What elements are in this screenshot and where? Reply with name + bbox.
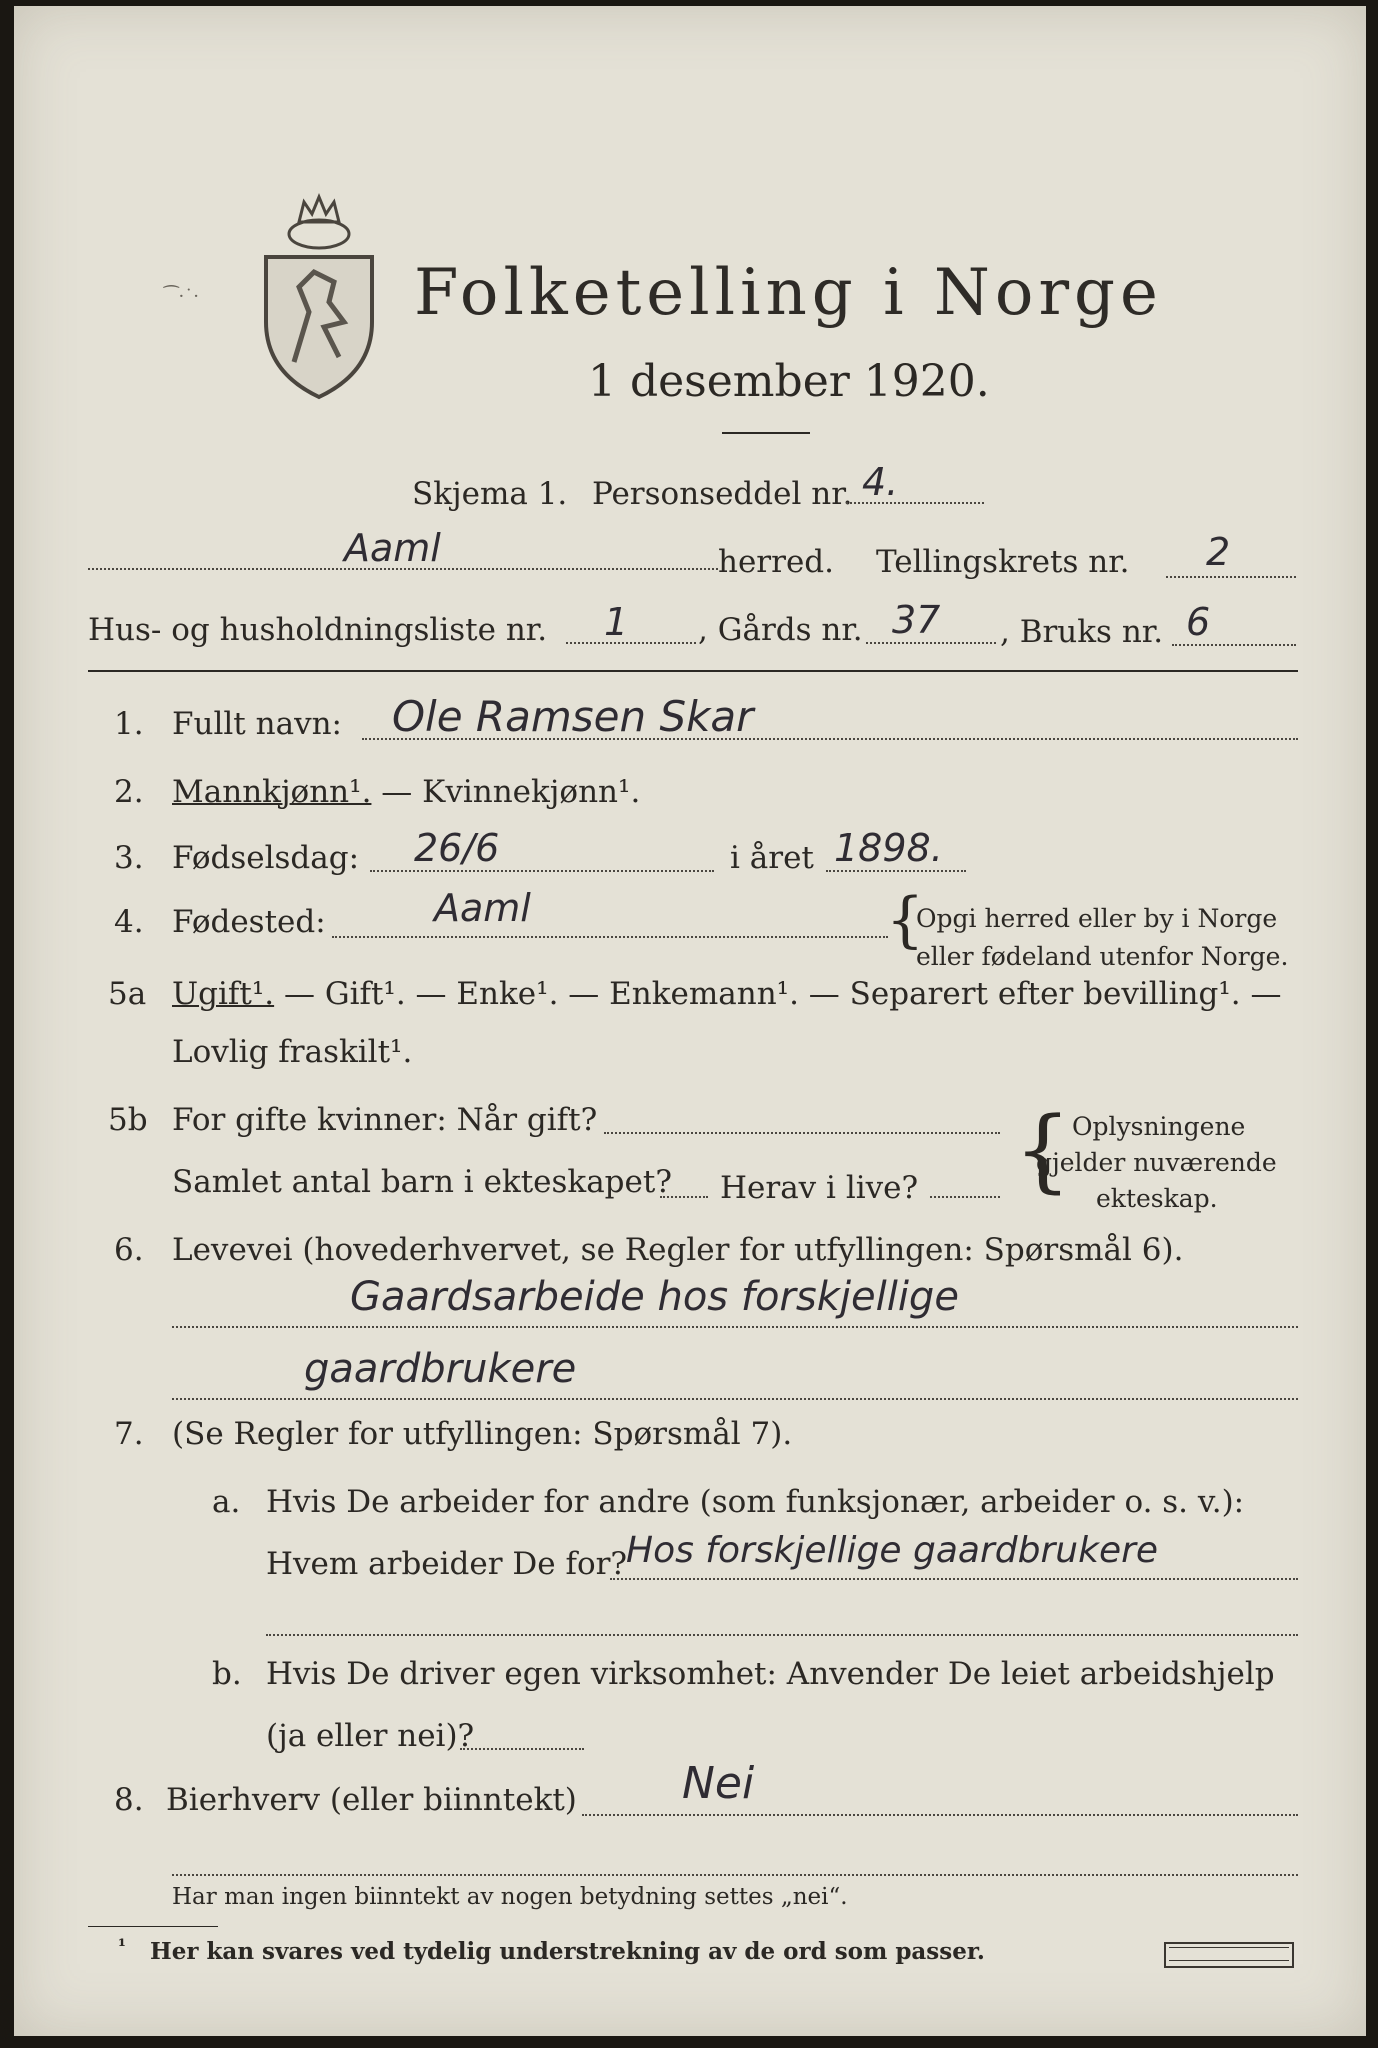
q3-year-label: i året xyxy=(730,840,814,876)
gards-label: , Gårds nr. xyxy=(698,612,863,648)
q4-note-line2: eller fødeland utenfor Norge. xyxy=(916,942,1289,971)
bruks-label: , Bruks nr. xyxy=(1000,614,1164,650)
q3-birth-year[interactable]: 1898. xyxy=(834,826,943,870)
census-form xyxy=(14,6,1366,2036)
q5b-note-line3: ekteskap. xyxy=(1096,1184,1218,1213)
q4-note-line1: Opgi herred eller by i Norge xyxy=(916,904,1278,933)
q7-label: (Se Regler for utfyllingen: Spørsmål 7). xyxy=(172,1416,793,1452)
footnote-divider xyxy=(88,1926,218,1927)
footnote: Her kan svares ved tydelig understrekning av de ord som passer. xyxy=(150,1938,985,1965)
q8-side-income[interactable]: Nei xyxy=(682,1758,755,1809)
herred-label: herred. xyxy=(718,544,834,580)
gards-value[interactable]: 37 xyxy=(892,598,941,642)
q2-number: 2. xyxy=(114,774,144,810)
q4-brace: { xyxy=(886,885,925,955)
q5a-line2: Lovlig fraskilt¹. xyxy=(172,1034,413,1070)
tellingskrets-label: Tellingskrets nr. xyxy=(876,544,1130,580)
q5b-number: 5b xyxy=(108,1102,148,1138)
q7b-line2: (ja eller nei)? xyxy=(266,1718,475,1754)
q3-birthday[interactable]: 26/6 xyxy=(414,826,500,870)
page-title: Folketelling i Norge xyxy=(414,256,1163,330)
printer-mark xyxy=(1164,1942,1294,1968)
q5b-line1: For gifte kvinner: Når gift? xyxy=(172,1102,598,1138)
q5b-brace: { xyxy=(1014,1098,1072,1203)
tellingskrets-value[interactable]: 2 xyxy=(1206,530,1231,574)
q7a-letter: a. xyxy=(212,1484,241,1520)
q2-sex: Mannkjønn¹. — Kvinnekjønn¹. xyxy=(172,774,641,810)
q6-occupation-line2[interactable]: gaardbrukere xyxy=(304,1346,577,1392)
q7a-employer[interactable]: Hos forskjellige gaardbrukere xyxy=(626,1530,1159,1571)
q6-occupation-line1[interactable]: Gaardsarbeide hos forskjellige xyxy=(350,1274,959,1320)
census-date: 1 desember 1920. xyxy=(588,356,990,407)
hus-value[interactable]: 1 xyxy=(604,600,629,644)
q1-full-name[interactable]: Ole Ramsen Skar xyxy=(392,692,754,741)
bruks-value[interactable]: 6 xyxy=(1186,600,1211,644)
q1-number: 1. xyxy=(114,706,144,742)
title-divider xyxy=(722,432,810,434)
q8-number: 8. xyxy=(114,1782,144,1818)
footer-note: Har man ingen biinntekt av nogen betydning settes „nei“. xyxy=(172,1884,848,1910)
q4-birthplace[interactable]: Aaml xyxy=(434,886,531,930)
q5b-note-line1: Oplysningene xyxy=(1072,1112,1246,1141)
skjema-label: Skjema 1. xyxy=(412,476,568,512)
q5b-line2a: Samlet antal barn i ekteskapet? xyxy=(172,1164,672,1200)
q5a-ugift[interactable]: Ugift¹. xyxy=(172,976,275,1012)
q7a-line2: Hvem arbeider De for? xyxy=(266,1546,628,1582)
q4-label: Fødested: xyxy=(172,904,326,940)
q5b-line2b: Herav i live? xyxy=(720,1170,919,1206)
q6-number: 6. xyxy=(114,1232,144,1268)
q3-number: 3. xyxy=(114,840,144,876)
q7b-letter: b. xyxy=(212,1656,242,1692)
footnote-mark: ¹ xyxy=(118,1936,126,1957)
q5a-marital-status: Ugift¹. — Gift¹. — Enke¹. — Enkemann¹. — Separert efter bevilling¹. — xyxy=(172,976,1282,1012)
q4-number: 4. xyxy=(114,904,144,940)
q2-female[interactable]: Kvinnekjønn¹. xyxy=(422,774,641,810)
q8-label: Bierhverv (eller biinntekt) xyxy=(166,1782,577,1818)
q2-male[interactable]: Mannkjønn¹. xyxy=(172,774,372,810)
header-divider xyxy=(88,670,1298,672)
q5a-number: 5a xyxy=(108,976,147,1012)
personseddel-label: Personseddel nr. xyxy=(592,476,853,512)
q7a-line1: Hvis De arbeider for andre (som funksjonær, arbeider o. s. v.): xyxy=(266,1484,1245,1520)
q3-label: Fødselsdag: xyxy=(172,840,360,876)
q7b-line1: Hvis De driver egen virksomhet: Anvender De leiet arbeidshjelp xyxy=(266,1656,1275,1692)
coat-of-arms-icon xyxy=(254,192,384,402)
hus-label: Hus- og husholdningsliste nr. xyxy=(88,612,548,648)
q1-label: Fullt navn: xyxy=(172,706,342,742)
q6-label: Levevei (hovederhvervet, se Regler for utfyllingen: Spørsmål 6). xyxy=(172,1232,1184,1268)
stamp-mark: ⁀·˙· xyxy=(164,286,199,307)
herred-value[interactable]: Aaml xyxy=(344,526,441,570)
q5b-note-line2: gjelder nuværende xyxy=(1036,1148,1277,1177)
q7-number: 7. xyxy=(114,1416,144,1452)
personseddel-value[interactable]: 4. xyxy=(862,460,899,504)
